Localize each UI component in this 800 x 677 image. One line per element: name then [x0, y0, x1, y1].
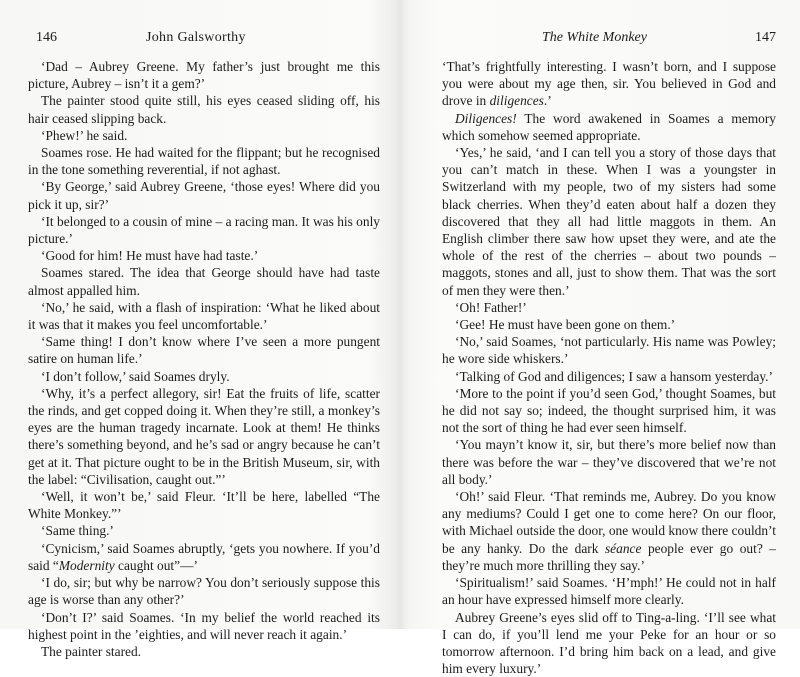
text-segment: ‘Cynicism,’ said Soames abruptly, ‘gets you nowhere. If you’d said “	[28, 541, 380, 573]
paragraph	[28, 178, 380, 212]
left-running-head	[28, 30, 380, 52]
paragraph	[28, 368, 380, 385]
italic-text: séance	[605, 541, 641, 556]
text-segment: ‘Oh! Father!’	[455, 300, 527, 315]
left-page-text	[28, 58, 380, 660]
text-segment: Soames rose. He had waited for the flippant; but he recognised in the tone something reverential, if not aghast.	[28, 145, 380, 177]
text-segment: The painter stared.	[41, 644, 141, 659]
text-segment: ‘More to the point if you’d seen God,’ thought Soames, but he did not say so; indeed, the thought surprised him, it was not the sort of thing he had ever seen himself.	[442, 386, 776, 435]
paragraph	[442, 110, 776, 144]
paragraph	[28, 213, 380, 247]
text-segment: ‘Why, it’s a perfect allegory, sir! Eat the fruits of life, scatter the rinds, and get copped doing it. When they’re still, a monkey’s eyes are the human tragedy incarnate. Look at them! He thinks there’s something beyond, and he’s sad or angry because he can’t get at it. That picture ought to be in the British Museum, sir, with the label: “Civilisation, caught out.”’	[28, 386, 380, 487]
text-segment: Soames stared. The idea that George should have had taste almost appalled him.	[28, 265, 380, 297]
text-segment: The word awakened in Soames a memory which somehow seemed appropriate.	[442, 111, 776, 143]
paragraph	[28, 522, 380, 539]
paragraph	[28, 333, 380, 367]
paragraph	[28, 264, 380, 298]
paragraph	[28, 643, 380, 660]
paragraph	[28, 540, 380, 574]
paragraph	[442, 385, 776, 437]
left-running-title: John Galsworthy	[146, 30, 246, 46]
text-segment: ‘No,’ said Soames, ‘not particularly. His name was Powley; he wore side whiskers.’	[442, 334, 776, 366]
text-segment: ‘Oh!’ said Fleur. ‘That reminds me, Aubrey. Do you know any mediums? Could I get one to come here? On our floor, with Michael outside the door, one would know there couldn’t be any hanky. Do the dark	[442, 489, 776, 556]
text-segment: ‘Spiritualism!’ said Soames. ‘H’mph!’ He could not in half an hour have expressed himself more clearly.	[442, 575, 776, 607]
right-running-head	[442, 30, 776, 52]
text-segment: Aubrey Greene’s eyes slid off to Ting-a-ling. ‘I’ll see what I can do, if you’ll lend me your Peke for an hour or so tomorrow afternoon. I’d bring him back on a lead, and give him every luxury.’	[442, 610, 776, 677]
right-running-title: The White Monkey	[542, 30, 647, 46]
paragraph	[442, 609, 776, 677]
paragraph	[28, 58, 380, 92]
text-segment: ‘Gee! He must have been gone on them.’	[455, 317, 675, 332]
text-segment: ‘Yes,’ he said, ‘and I can tell you a story of those days that you can’t match in these. When I was a youngster in Switzerland with my people, two of my sisters had some black cherries. When they’d eaten about half a dozen they discovered that they all had little maggots in them. An English climber there saw how upset they were, and ate the whole of the rest of the cherries – about two pounds – maggots, stones and all, just to show them. That was the sort of men they were then.’	[442, 145, 776, 298]
text-segment: caught out”—’	[115, 558, 198, 573]
paragraph	[442, 316, 776, 333]
text-segment: ‘I don’t follow,’ said Soames dryly.	[41, 369, 230, 384]
paragraph	[28, 247, 380, 264]
italic-text: Diligences!	[455, 111, 517, 126]
right-page-number: 147	[755, 30, 776, 46]
text-segment: ‘Well, it won’t be,’ said Fleur. ‘It’ll be here, labelled “The White Monkey.”’	[28, 489, 380, 521]
paragraph	[28, 574, 380, 608]
paragraph	[442, 58, 776, 110]
paragraph	[28, 488, 380, 522]
left-page	[0, 0, 400, 629]
text-segment: people ever go out? – they’re much more thrilling they say.’	[442, 541, 776, 573]
paragraph	[28, 609, 380, 643]
text-segment: .’	[544, 93, 552, 108]
left-page-number: 146	[36, 30, 57, 46]
italic-text: diligences	[490, 93, 544, 108]
text-segment: ‘Good for him! He must have had taste.’	[41, 248, 258, 263]
italic-text: Modernity	[59, 558, 115, 573]
paragraph	[442, 333, 776, 367]
text-segment: ‘Don’t I?’ said Soames. ‘In my belief the world reached its highest point in the ’eighties, and will never reach it again.’	[28, 610, 380, 642]
right-page-text	[442, 58, 776, 677]
paragraph	[442, 436, 776, 488]
paragraph	[442, 299, 776, 316]
text-segment: ‘Phew!’ he said.	[41, 128, 127, 143]
text-segment: ‘Same thing! I don’t know where I’ve seen a more pungent satire on human life.’	[28, 334, 380, 366]
text-segment: ‘You mayn’t know it, sir, but there’s more belief now than there was before the war – they’ve discovered that we’re not all body.’	[442, 437, 776, 486]
paragraph	[28, 385, 380, 488]
paragraph	[28, 127, 380, 144]
text-segment: The painter stood quite still, his eyes ceased sliding off, his hair ceased slipping back.	[28, 93, 380, 125]
text-segment: ‘Dad – Aubrey Greene. My father’s just brought me this picture, Aubrey – isn’t it a gem?’	[28, 59, 380, 91]
paragraph	[28, 144, 380, 178]
paragraph	[442, 368, 776, 385]
text-segment: ‘Same thing.’	[41, 523, 114, 538]
right-page	[400, 0, 800, 629]
text-segment: ‘That’s frightfully interesting. I wasn’t born, and I suppose you were about my age then, sir. You believed in God and drove in	[442, 59, 776, 108]
paragraph	[442, 144, 776, 299]
paragraph	[28, 299, 380, 333]
paragraph	[442, 488, 776, 574]
text-segment: ‘No,’ he said, with a flash of inspiration: ‘What he liked about it was that it makes you feel uncomfortable.’	[28, 300, 380, 332]
text-segment: ‘I do, sir; but why be narrow? You don’t seriously suppose this age is worse than any other?’	[28, 575, 380, 607]
text-segment: ‘Talking of God and diligences; I saw a hansom yesterday.’	[455, 369, 773, 384]
text-segment: ‘By George,’ said Aubrey Greene, ‘those eyes! Where did you pick it up, sir?’	[28, 179, 380, 211]
paragraph	[28, 92, 380, 126]
text-segment: ‘It belonged to a cousin of mine – a racing man. It was his only picture.’	[28, 214, 380, 246]
paragraph	[442, 574, 776, 608]
